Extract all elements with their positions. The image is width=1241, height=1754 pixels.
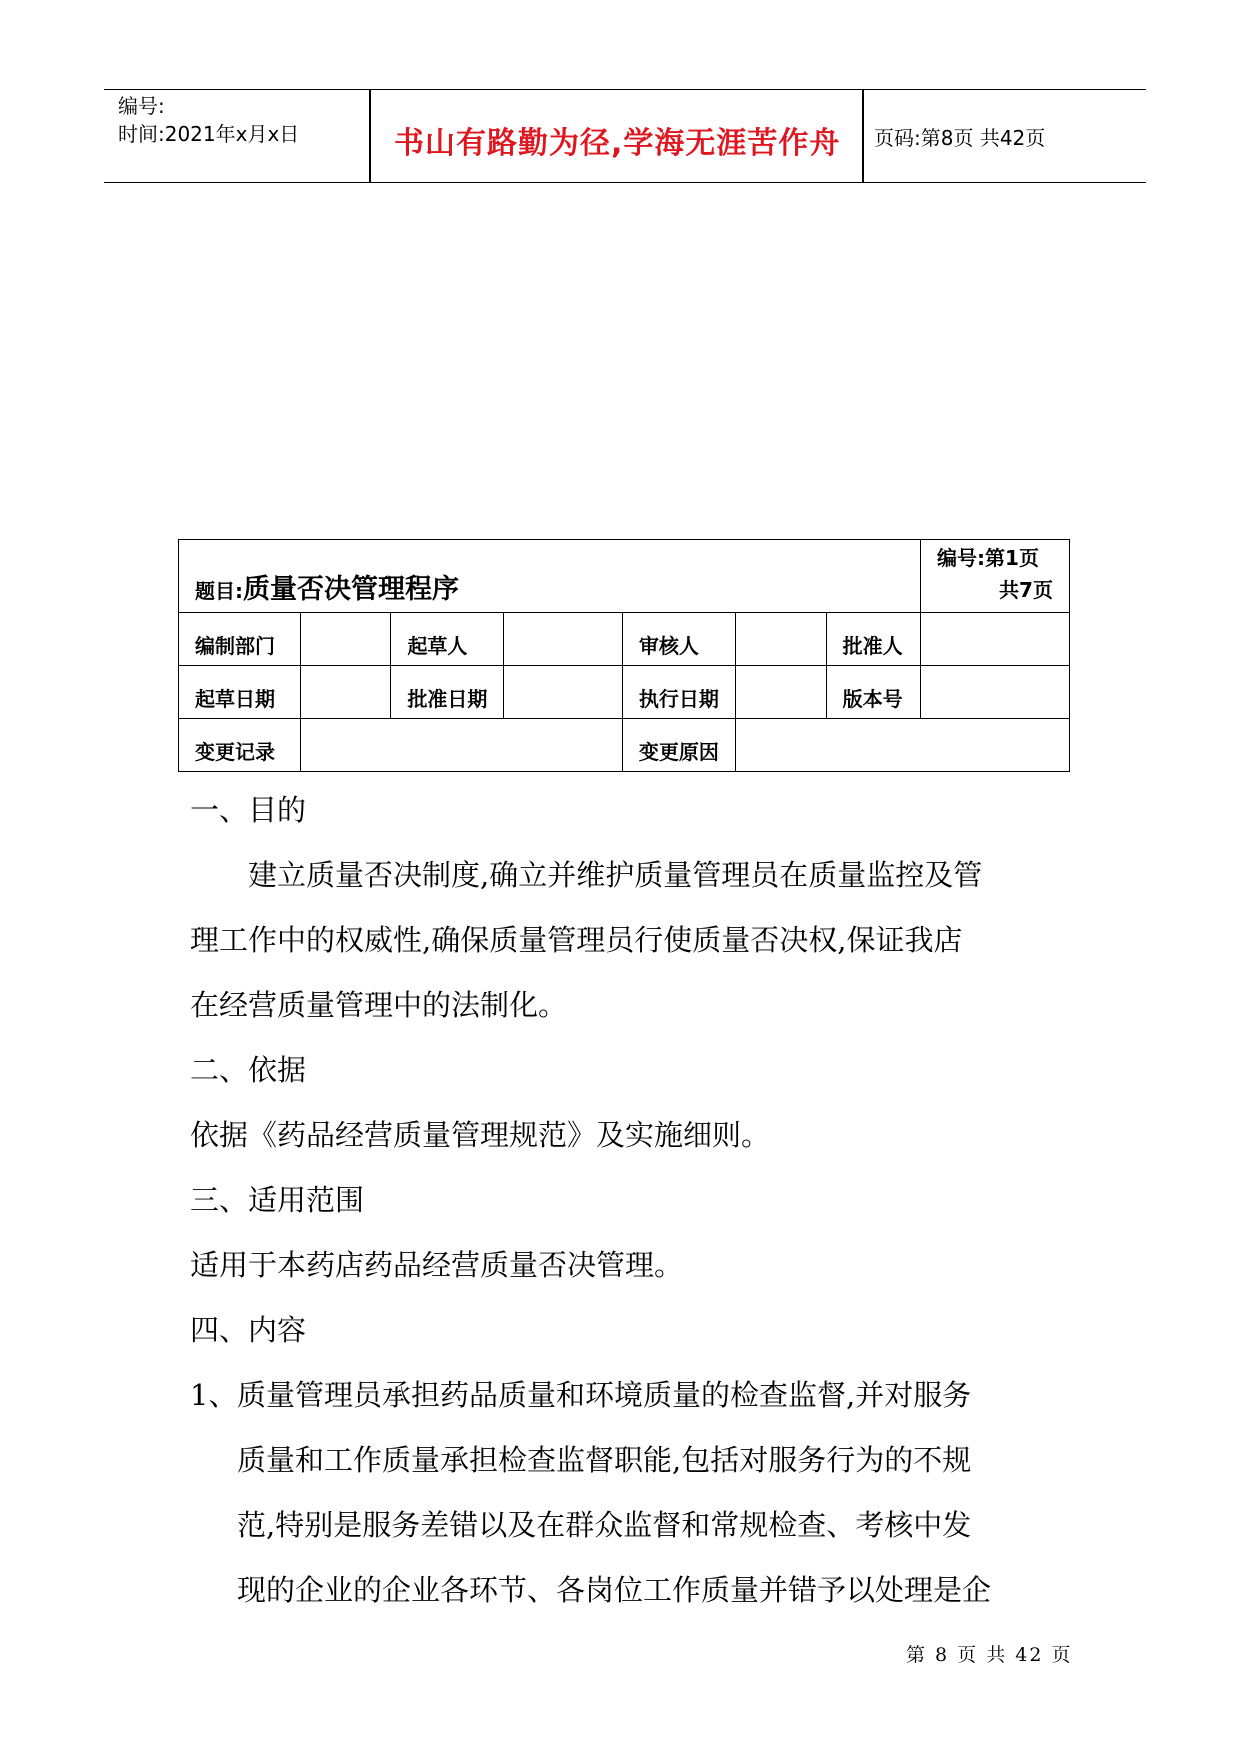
section-heading: 二、依据 [190, 1053, 307, 1087]
title-cell [179, 540, 921, 613]
paragraph-line: 建立质量否决制度,确立并维护质量管理员在质量监控及管 [248, 858, 983, 892]
label-cell: 起草日期 [179, 666, 301, 719]
header-divider [369, 90, 371, 182]
header-code: 编号: [118, 94, 165, 118]
label-cell: 起草人 [391, 613, 504, 666]
value-cell [504, 666, 622, 719]
paragraph-line: 质量和工作质量承担检查监督职能,包括对服务行为的不规 [237, 1443, 972, 1477]
label-cell: 审核人 [622, 613, 735, 666]
value-cell [735, 719, 1069, 772]
section-heading: 四、内容 [190, 1313, 307, 1347]
value-cell [300, 666, 391, 719]
page-info-cell [921, 540, 1070, 613]
paragraph-line: 质量管理员承担药品质量和环境质量的检查监督,并对服务 [237, 1378, 972, 1412]
page-number: 编号:第1页 [937, 546, 1039, 570]
label-cell: 变更记录 [179, 719, 301, 772]
header-meta [118, 92, 299, 148]
label-cell: 变更原因 [622, 719, 735, 772]
paragraph-line: 在经营质量管理中的法制化。 [190, 988, 568, 1022]
paragraph-line: 理工作中的权威性,确保质量管理员行使质量否决权,保证我店 [190, 923, 963, 957]
paragraph-line: 依据《药品经营质量管理规范》及实施细则。 [190, 1118, 771, 1152]
document-title: 质量否决管理程序 [243, 574, 459, 605]
header-time: 时间:2021年x月x日 [118, 122, 300, 146]
value-cell [504, 613, 622, 666]
value-cell [300, 613, 391, 666]
paragraph-line: 范,特别是服务差错以及在群众监督和常规检查、考核中发 [237, 1508, 972, 1542]
document-body [190, 778, 1060, 1623]
document-info-table [178, 539, 1070, 772]
header-divider [862, 90, 864, 182]
value-cell [921, 613, 1070, 666]
page-total: 共7页 [999, 578, 1053, 602]
section-heading: 一、目的 [190, 793, 307, 827]
value-cell [735, 613, 826, 666]
list-item-number: 1、 [190, 1378, 238, 1412]
page-footer: 第 8 页 共 42 页 [906, 1644, 1073, 1666]
paragraph-line: 适用于本药店药品经营质量否决管理。 [190, 1248, 684, 1282]
section-heading: 三、适用范围 [190, 1183, 365, 1217]
list-item [190, 1363, 1060, 1623]
label-cell: 编制部门 [179, 613, 301, 666]
table-row [179, 613, 1070, 666]
page-header [104, 89, 1146, 183]
label-cell: 版本号 [826, 666, 920, 719]
value-cell [735, 666, 826, 719]
header-page-number: 页码:第8页 共42页 [874, 126, 1046, 150]
label-cell: 执行日期 [622, 666, 735, 719]
table-row [179, 666, 1070, 719]
table-row [179, 719, 1070, 772]
value-cell [300, 719, 622, 772]
paragraph-line: 现的企业的企业各环节、各岗位工作质量并错予以处理是企 [237, 1573, 992, 1607]
value-cell [921, 666, 1070, 719]
table-row [179, 540, 1070, 613]
title-prefix: 题目: [195, 579, 243, 603]
label-cell: 批准日期 [391, 666, 504, 719]
label-cell: 批准人 [826, 613, 920, 666]
header-motto: 书山有路勤为径,学海无涯苦作舟 [394, 126, 841, 161]
